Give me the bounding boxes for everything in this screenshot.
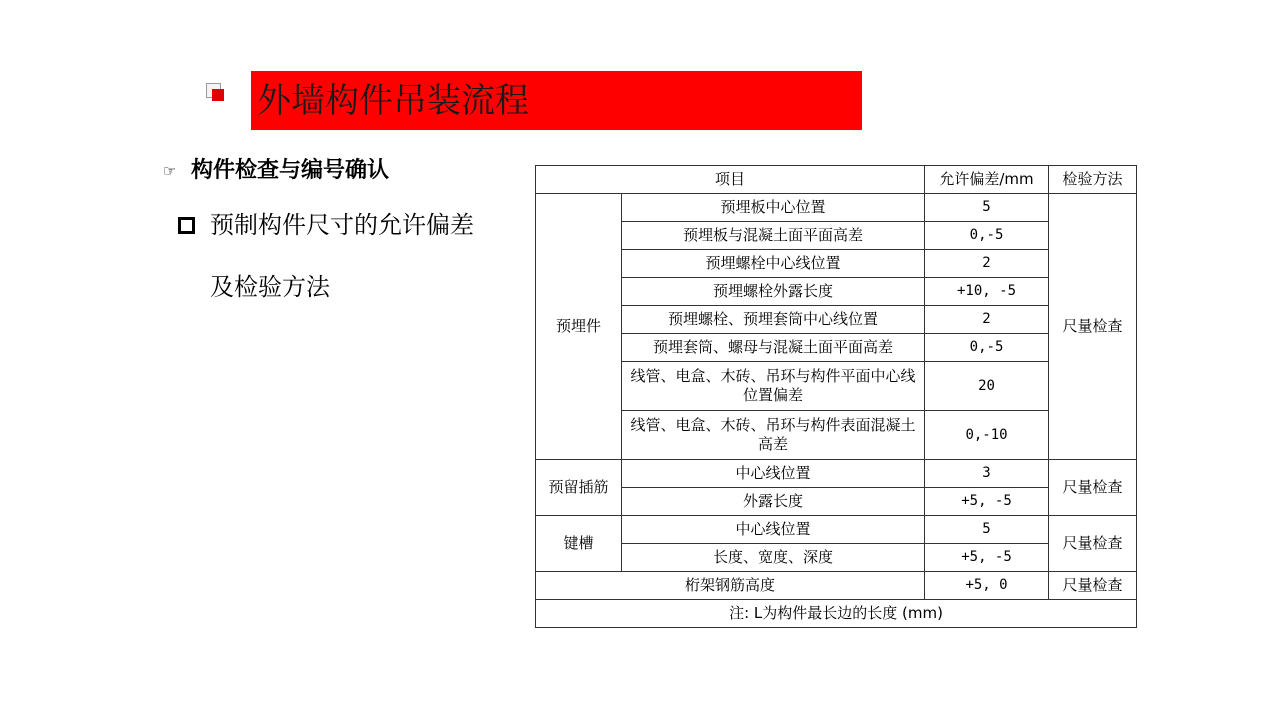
tolerance-cell: +5, 0 [925, 572, 1049, 600]
method-cell: 尺量检查 [1049, 516, 1137, 572]
table-row [536, 488, 1137, 516]
item-cell: 线管、电盒、木砖、吊环与构件平面中心线位置偏差 [622, 362, 925, 411]
table-row [536, 194, 1137, 222]
item-cell: 外露长度 [622, 488, 925, 516]
table-row [536, 460, 1137, 488]
header-tolerance: 允许偏差/mm [925, 166, 1049, 194]
tolerance-cell: 2 [925, 250, 1049, 278]
truss-item-cell: 桁架钢筋高度 [536, 572, 925, 600]
table-row [536, 362, 1137, 411]
table-row [536, 516, 1137, 544]
title-bullet-icon [206, 83, 226, 103]
tolerance-cell: 0,-5 [925, 334, 1049, 362]
item-cell: 预埋板中心位置 [622, 194, 925, 222]
tolerance-cell: 2 [925, 306, 1049, 334]
item-cell: 中心线位置 [622, 460, 925, 488]
category-cell: 键槽 [536, 516, 622, 572]
table-row [536, 278, 1137, 306]
section-heading-label: 构件检查与编号确认 [191, 158, 390, 183]
section-heading [163, 156, 389, 186]
slide-title: 外墙构件吊装流程 [257, 81, 529, 121]
hollow-square-bullet-icon [178, 217, 195, 234]
method-cell: 尺量检查 [1049, 572, 1137, 600]
item-cell: 预埋套筒、螺母与混凝土面平面高差 [622, 334, 925, 362]
header-item: 项目 [536, 166, 925, 194]
subsection-line-1: 预制构件尺寸的允许偏差 [210, 211, 474, 239]
table-row [536, 250, 1137, 278]
item-cell: 预埋板与混凝土面平面高差 [622, 222, 925, 250]
tolerance-cell: 3 [925, 460, 1049, 488]
tolerance-cell: 5 [925, 516, 1049, 544]
method-cell: 尺量检查 [1049, 460, 1137, 516]
tolerance-cell: 20 [925, 362, 1049, 411]
item-cell: 中心线位置 [622, 516, 925, 544]
tolerance-cell: +5, -5 [925, 488, 1049, 516]
item-cell: 预埋螺栓中心线位置 [622, 250, 925, 278]
bullet-front-square [212, 89, 224, 101]
title-bar [251, 71, 862, 130]
tolerance-cell: +5, -5 [925, 544, 1049, 572]
table-header-row [536, 166, 1137, 194]
method-cell: 尺量检查 [1049, 194, 1137, 460]
table-row [536, 306, 1137, 334]
table-note-row [536, 600, 1137, 628]
table-row [536, 572, 1137, 600]
table-note: 注: L为构件最长边的长度 (mm) [536, 600, 1137, 628]
table-row [536, 334, 1137, 362]
header-method: 检验方法 [1049, 166, 1137, 194]
tolerance-table [535, 165, 1137, 628]
table-row [536, 544, 1137, 572]
item-cell: 长度、宽度、深度 [622, 544, 925, 572]
tolerance-cell: 5 [925, 194, 1049, 222]
item-cell: 预埋螺栓外露长度 [622, 278, 925, 306]
tolerance-cell: +10, -5 [925, 278, 1049, 306]
tolerance-cell: 0,-10 [925, 411, 1049, 460]
table-row [536, 411, 1137, 460]
subsection-line-2: 及检验方法 [210, 273, 330, 301]
category-cell: 预留插筋 [536, 460, 622, 516]
tolerance-cell: 0,-5 [925, 222, 1049, 250]
item-cell: 预埋螺栓、预埋套筒中心线位置 [622, 306, 925, 334]
pointing-hand-icon: ☞ [163, 162, 177, 180]
item-cell: 线管、电盒、木砖、吊环与构件表面混凝土高差 [622, 411, 925, 460]
table-row [536, 222, 1137, 250]
category-cell: 预埋件 [536, 194, 622, 460]
